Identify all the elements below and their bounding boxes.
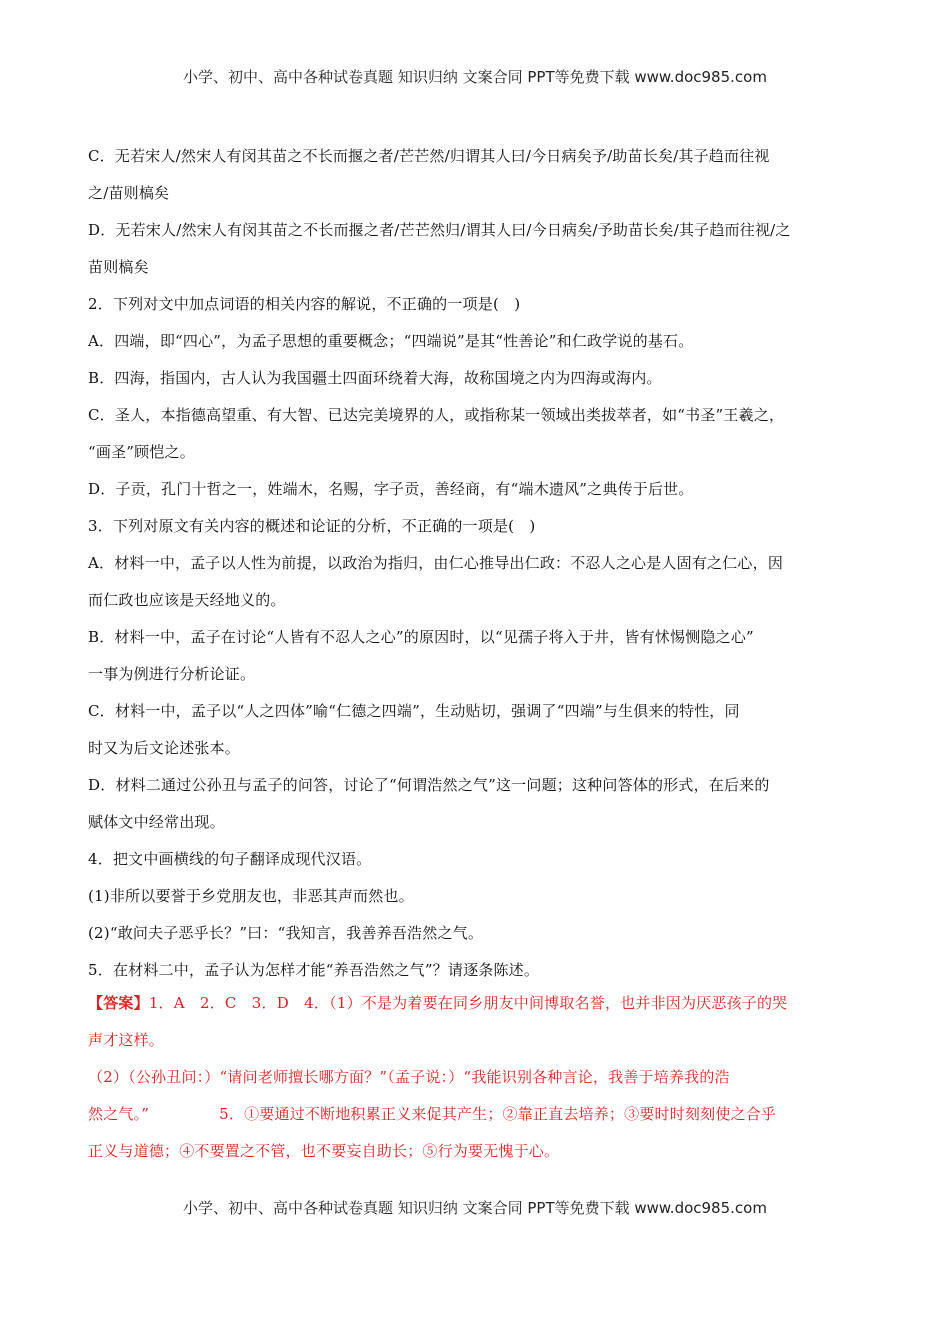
answer-line	[88, 1096, 863, 1133]
text-line: 一事为例进行分析论证。	[88, 665, 256, 683]
page-header: 小学、初中、高中各种试卷真题 知识归纳 文案合同 PPT等免费下载 www.doc985.com	[183, 68, 767, 86]
text-line: D．子贡，孔门十哲之一，姓端木，名赐，字子贡，善经商，有“端木遗风”之典传于后世。	[88, 480, 694, 498]
text-line: 时又为后文论述张本。	[88, 739, 241, 757]
question-3: 3．下列对原文有关内容的概述和论证的分析，不正确的一项是( )	[88, 517, 536, 535]
answer-tag: 【答案】	[88, 994, 149, 1012]
answer-section	[88, 985, 863, 1170]
text-line: A．四端，即“四心”，为孟子思想的重要概念；“四端说”是其“性善论”和仁政学说的基石。	[88, 332, 694, 350]
text-line: 而仁政也应该是天经地义的。	[88, 591, 286, 609]
page-footer: 小学、初中、高中各种试卷真题 知识归纳 文案合同 PPT等免费下载 www.doc985.com	[183, 1199, 767, 1217]
answer-text: 5．①要通过不断地积累正义来促其产生；②靠正直去培养；③要时时刻刻使之合乎	[219, 1105, 777, 1123]
answer-text: 1．A 2．C 3．D 4．（1）不是为着要在同乡朋友中间博取名誉，也并非因为厌恶孩子的哭	[148, 994, 788, 1012]
text-line: B．四海，指国内，古人认为我国疆土四面环绕着大海，故称国境之内为四海或海内。	[88, 369, 662, 387]
text-line: 苗则槁矣	[88, 258, 149, 276]
text-line: D．无若宋人/然宋人有闵其苗之不长而揠之者/芒芒然归/谓其人曰/今日病矣/予助苗长矣/其子趋而往视/之	[88, 221, 791, 239]
text-line: D．材料二通过公孙丑与孟子的问答，讨论了“何谓浩然之气”这一问题；这种问答体的形式，在后来的	[88, 776, 770, 794]
question-5: 5．在材料二中，孟子认为怎样才能“养吾浩然之气”？请逐条陈述。	[88, 961, 540, 979]
text-line: A．材料一中，孟子以人性为前提，以政治为指归，由仁心推导出仁政：不忍人之心是人固有之仁心，因	[88, 554, 784, 572]
text-line: B．材料一中，孟子在讨论“人皆有不忍人之心”的原因时，以“见孺子将入于井，皆有怵惕恻隐之心”	[88, 628, 754, 646]
answer-line	[88, 985, 863, 1022]
text-line: C．圣人，本指德高望重、有大智、已达完美境界的人，或指称某一领域出类拔萃者，如“书圣”王羲之，	[88, 406, 785, 424]
answer-text: 然之气。”	[88, 1105, 150, 1123]
text-line: (2)“敢问夫子恶乎长？”曰：“我知言，我善养吾浩然之气。	[88, 924, 484, 942]
text-line: “画圣”顾恺之。	[88, 443, 195, 461]
text-line: 之/苗则槁矣	[88, 184, 170, 202]
answer-line: （2）（公孙丑问：）“请问老师擅长哪方面？”（孟子说：）“我能识别各种言论，我善于培养我的浩	[88, 1068, 730, 1086]
text-line: C．无若宋人/然宋人有闵其苗之不长而揠之者/芒芒然/归谓其人曰/今日病矣予/助苗长矣/其子趋而往视	[88, 147, 770, 165]
answer-line: 声才这样。	[88, 1031, 165, 1049]
text-line: 赋体文中经常出现。	[88, 813, 225, 831]
text-line: C．材料一中，孟子以“人之四体”喻“仁德之四端”，生动贴切，强调了“四端”与生俱来的特性，同	[88, 702, 740, 720]
question-4: 4．把文中画横线的句子翻译成现代汉语。	[88, 850, 372, 868]
question-2: 2．下列对文中加点词语的相关内容的解说，不正确的一项是( )	[88, 295, 521, 313]
text-line: (1)非所以要誉于乡党朋友也，非恶其声而然也。	[88, 887, 414, 905]
answer-line: 正义与道德；④不要置之不管，也不要妄自助长；⑤行为要无愧于心。	[88, 1142, 560, 1160]
question-text	[88, 138, 863, 989]
